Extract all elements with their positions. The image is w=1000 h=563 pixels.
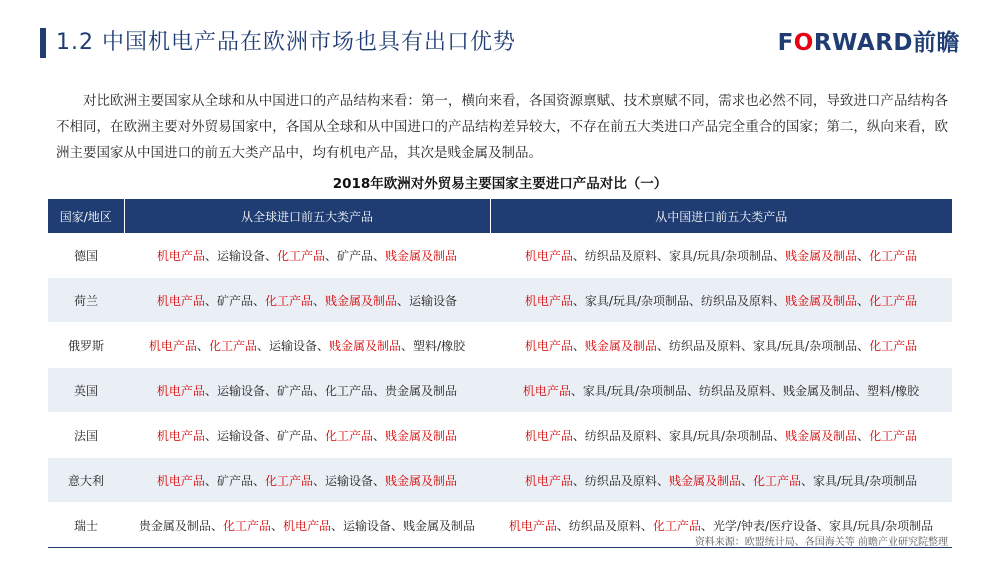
product-item: 机电产品 — [524, 473, 573, 488]
separator: 、 — [196, 338, 209, 353]
separator: 、 — [325, 248, 338, 263]
product-item: 化工产品 — [869, 248, 918, 263]
separator: 、 — [572, 338, 585, 353]
product-item: 家具/玩具/杂项制品 — [584, 293, 690, 308]
separator: 、 — [373, 248, 386, 263]
product-item: 矿产品 — [276, 428, 313, 443]
separator: 、 — [570, 383, 583, 398]
product-item: 机电产品 — [524, 428, 573, 443]
separator: 、 — [210, 518, 223, 533]
separator: 、 — [397, 293, 410, 308]
product-item: 化工产品 — [222, 518, 271, 533]
product-item: 机电产品 — [156, 428, 205, 443]
china-products-cell — [490, 458, 952, 503]
separator: 、 — [391, 518, 404, 533]
separator: 、 — [687, 383, 700, 398]
separator: 、 — [316, 338, 329, 353]
product-item: 纺织品及原料 — [701, 293, 774, 308]
product-item: 矿产品 — [216, 473, 253, 488]
product-item: 贱金属及制品 — [785, 248, 858, 263]
separator: 、 — [204, 293, 217, 308]
separator: 、 — [264, 383, 277, 398]
product-item: 机电产品 — [282, 518, 331, 533]
global-products-cell — [124, 503, 490, 548]
separator: 、 — [771, 383, 784, 398]
product-item: 贱金属及制品 — [385, 428, 458, 443]
product-item: 家具/玩具/杂项制品 — [829, 518, 934, 533]
product-item: 化工产品 — [869, 293, 918, 308]
product-item: 机电产品 — [148, 338, 197, 353]
separator: 、 — [857, 338, 870, 353]
product-item: 塑料/橡胶 — [867, 383, 920, 398]
product-item: 贱金属及制品 — [783, 383, 856, 398]
product-item: 机电产品 — [524, 248, 573, 263]
table-body — [48, 233, 952, 548]
china-products-cell — [490, 278, 952, 323]
product-item: 贵金属及制品 — [385, 383, 458, 398]
product-item: 机电产品 — [156, 293, 205, 308]
country-cell: 英国 — [48, 368, 124, 413]
logo-rest: RWARD前瞻 — [813, 30, 960, 56]
separator: 、 — [572, 428, 585, 443]
separator: 、 — [373, 473, 386, 488]
product-item: 化工产品 — [869, 338, 918, 353]
header-china: 从中国进口前五大类产品 — [490, 199, 952, 233]
product-item: 纺织品及原料 — [568, 518, 641, 533]
separator: 、 — [656, 473, 669, 488]
global-products-cell — [124, 458, 490, 503]
logo-o: O — [793, 30, 814, 56]
product-item: 化工产品 — [869, 428, 918, 443]
separator: 、 — [313, 473, 326, 488]
separator: 、 — [857, 248, 870, 263]
product-item: 化工产品 — [752, 473, 801, 488]
country-cell: 瑞士 — [48, 503, 124, 548]
product-item: 纺织品及原料 — [584, 473, 657, 488]
separator: 、 — [572, 248, 585, 263]
separator: 、 — [817, 518, 830, 533]
country-cell: 法国 — [48, 413, 124, 458]
table-row — [48, 368, 952, 413]
separator: 、 — [313, 383, 326, 398]
product-item: 光学/钟表/医疗设备 — [712, 518, 818, 533]
product-item: 化工产品 — [208, 338, 257, 353]
separator: 、 — [656, 338, 669, 353]
product-item: 矿产品 — [337, 248, 374, 263]
separator: 、 — [204, 473, 217, 488]
product-item: 贱金属及制品 — [668, 473, 741, 488]
product-item: 家具/玩具/杂项制品 — [668, 248, 774, 263]
table-row — [48, 458, 952, 503]
separator: 、 — [313, 428, 326, 443]
product-item: 贱金属及制品 — [403, 518, 476, 533]
product-item: 贱金属及制品 — [385, 248, 458, 263]
source-note: 资料来源：欧盟统计局、各国海关等 前瞻产业研究院整理 — [694, 537, 948, 548]
separator: 、 — [373, 383, 386, 398]
china-products-cell — [490, 368, 952, 413]
china-products-cell — [490, 413, 952, 458]
logo-prefix: F — [777, 30, 794, 56]
product-item: 化工产品 — [325, 383, 374, 398]
separator: 、 — [264, 248, 277, 263]
product-item: 运输设备 — [343, 518, 392, 533]
product-item: 化工产品 — [264, 473, 313, 488]
product-item: 家具/玩具/杂项制品 — [813, 473, 918, 488]
product-item: 贱金属及制品 — [785, 293, 858, 308]
separator: 、 — [857, 293, 870, 308]
global-products-cell — [124, 323, 490, 368]
separator: 、 — [204, 248, 217, 263]
product-item: 运输设备 — [409, 293, 458, 308]
global-products-cell — [124, 278, 490, 323]
separator: 、 — [740, 473, 753, 488]
country-cell: 俄罗斯 — [48, 323, 124, 368]
product-item: 机电产品 — [524, 338, 573, 353]
product-item: 机电产品 — [524, 293, 573, 308]
table-header-row — [48, 199, 952, 233]
separator: 、 — [689, 293, 702, 308]
product-item: 纺织品及原料 — [699, 383, 772, 398]
separator: 、 — [556, 518, 569, 533]
product-item: 化工产品 — [276, 248, 325, 263]
product-item: 纺织品及原料 — [668, 338, 741, 353]
separator: 、 — [656, 248, 669, 263]
product-item: 运输设备 — [216, 428, 265, 443]
product-item: 贱金属及制品 — [329, 338, 402, 353]
separator: 、 — [204, 383, 217, 398]
separator: 、 — [640, 518, 653, 533]
product-item: 塑料/橡胶 — [413, 338, 466, 353]
separator: 、 — [773, 293, 786, 308]
product-item: 运输设备 — [216, 383, 265, 398]
table-row — [48, 413, 952, 458]
product-item: 化工产品 — [264, 293, 313, 308]
header-global: 从全球进口前五大类产品 — [124, 199, 490, 233]
product-item: 家具/玩具/杂项制品 — [752, 338, 858, 353]
table-row — [48, 233, 952, 278]
product-item: 贱金属及制品 — [584, 338, 657, 353]
product-item: 家具/玩具/杂项制品 — [668, 428, 774, 443]
intro-paragraph: 对比欧洲主要国家从全球和从中国进口的产品结构来看：第一，横向来看，各国资源禀赋、技术禀赋不同，需求也必然不同，导致进口产品结构各不相同，在欧洲主要对外贸易国家中，各国从全球和从中国进口的产品结构差异较大，不存在前五大类进口产品完全重合的国家；第二，纵向来看，欧洲主要国家从中国进口的前五大类产品中，均有机电产品，其次是贱金属及制品。 — [56, 93, 948, 161]
table-row — [48, 323, 952, 368]
separator: 、 — [773, 428, 786, 443]
separator: 、 — [857, 428, 870, 443]
separator: 、 — [373, 428, 386, 443]
product-item: 家具/玩具/杂项制品 — [582, 383, 687, 398]
separator: 、 — [740, 338, 753, 353]
separator: 、 — [264, 428, 277, 443]
country-cell: 德国 — [48, 233, 124, 278]
product-item: 矿产品 — [276, 383, 313, 398]
separator: 、 — [204, 428, 217, 443]
product-item: 贱金属及制品 — [785, 428, 858, 443]
separator: 、 — [256, 338, 269, 353]
separator: 、 — [700, 518, 713, 533]
product-item: 化工产品 — [652, 518, 701, 533]
separator: 、 — [401, 338, 414, 353]
product-item: 运输设备 — [325, 473, 374, 488]
comparison-table — [48, 199, 952, 548]
separator: 、 — [773, 248, 786, 263]
product-item: 机电产品 — [508, 518, 557, 533]
global-products-cell — [124, 368, 490, 413]
header-country: 国家/地区 — [48, 199, 124, 233]
page-title: 1.2 中国机电产品在欧洲市场也具有出口优势 — [56, 30, 516, 55]
separator: 、 — [252, 473, 265, 488]
separator: 、 — [270, 518, 283, 533]
product-item: 运输设备 — [216, 248, 265, 263]
product-item: 机电产品 — [156, 248, 205, 263]
product-item: 贱金属及制品 — [385, 473, 458, 488]
product-item: 纺织品及原料 — [584, 428, 657, 443]
separator: 、 — [313, 293, 326, 308]
separator: 、 — [252, 293, 265, 308]
product-item: 矿产品 — [216, 293, 253, 308]
separator: 、 — [331, 518, 344, 533]
separator: 、 — [572, 473, 585, 488]
country-cell: 意大利 — [48, 458, 124, 503]
product-item: 机电产品 — [156, 473, 205, 488]
separator: 、 — [855, 383, 868, 398]
separator: 、 — [572, 293, 585, 308]
table-row — [48, 278, 952, 323]
table-title: 2018年欧洲对外贸易主要国家主要进口产品对比（一） — [332, 176, 668, 192]
product-item: 贵金属及制品 — [138, 518, 211, 533]
product-item: 机电产品 — [522, 383, 571, 398]
china-products-cell — [490, 323, 952, 368]
title-accent-bar — [40, 28, 46, 58]
global-products-cell — [124, 413, 490, 458]
china-products-cell — [490, 233, 952, 278]
separator: 、 — [801, 473, 814, 488]
global-products-cell — [124, 233, 490, 278]
separator: 、 — [656, 428, 669, 443]
country-cell: 荷兰 — [48, 278, 124, 323]
forward-logo — [778, 28, 960, 58]
product-item: 机电产品 — [156, 383, 205, 398]
product-item: 纺织品及原料 — [584, 248, 657, 263]
product-item: 贱金属及制品 — [325, 293, 398, 308]
product-item: 化工产品 — [325, 428, 374, 443]
product-item: 运输设备 — [268, 338, 317, 353]
